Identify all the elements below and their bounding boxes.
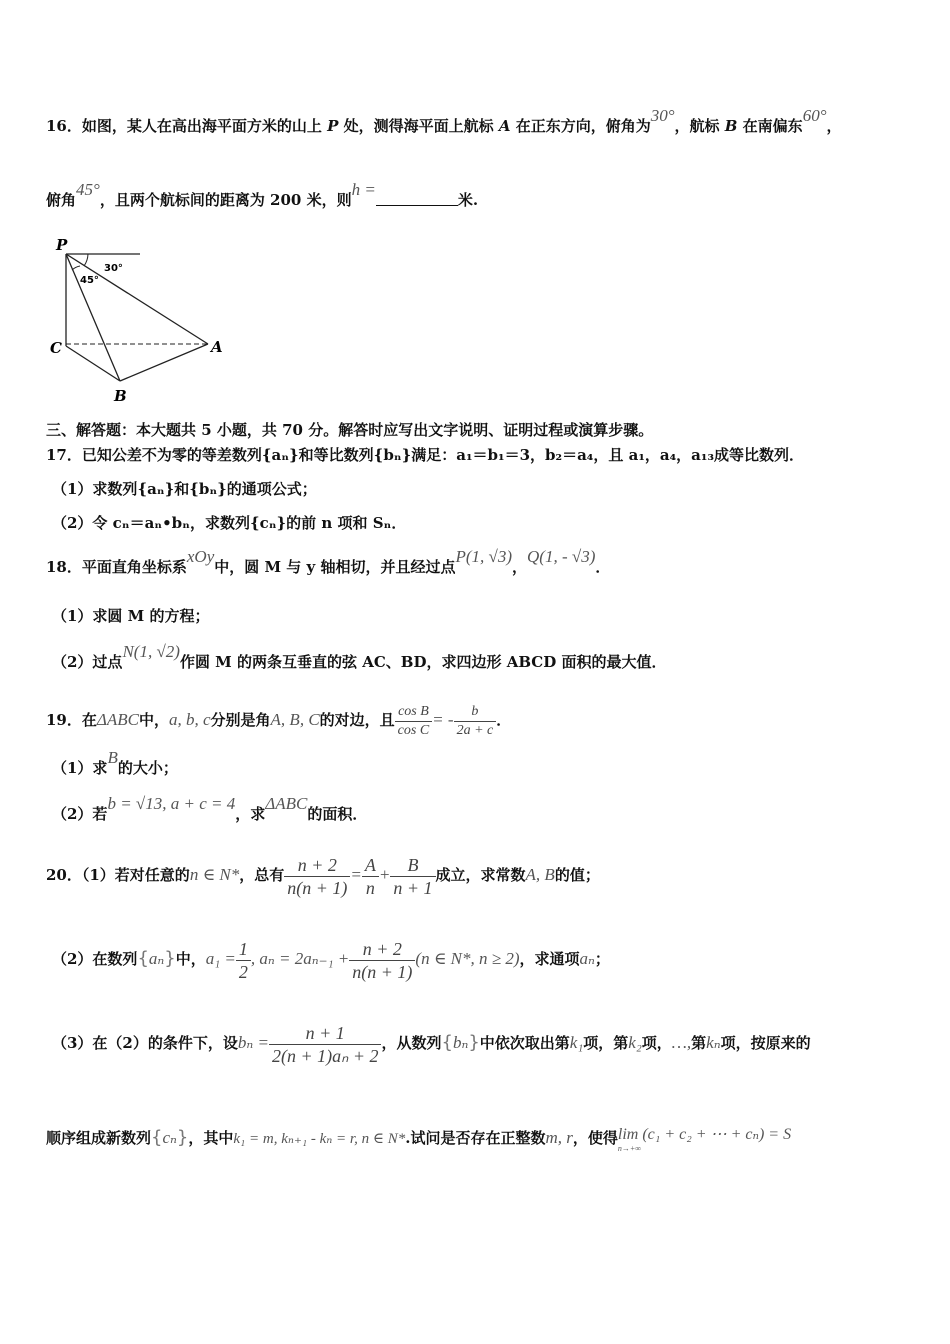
q20-text: ； xyxy=(594,950,610,968)
q20-k-condition: k₁ = m, kₙ₊₁ - kₙ = r, n ∈ N* xyxy=(233,1131,406,1147)
q20-text: 20．（1）若对任意的 xyxy=(46,866,190,884)
q19-text: （1）求 xyxy=(52,759,108,777)
fraction-denominator: cos C xyxy=(397,722,430,738)
fraction-numerator: A xyxy=(362,854,379,877)
q20-seq-c: cₙ xyxy=(162,1128,177,1147)
q20-limit xyxy=(618,1126,791,1153)
q20-part3-cont xyxy=(46,1118,791,1158)
q20-seq-a: aₙ xyxy=(148,949,165,968)
q17-part1: （1）求数列{aₙ}和{bₙ}的通项公式； xyxy=(52,480,317,498)
section3-heading: 三、解答题：本大题共 5 小题，共 70 分。解答时应写出文字说明、证明过程或演算步骤。 xyxy=(46,421,654,439)
q20-part3 xyxy=(52,1018,811,1068)
brace-open: { xyxy=(137,948,149,969)
q18-part2 xyxy=(52,642,667,672)
q18-xoy: xOy xyxy=(186,547,215,566)
q19-fraction-b xyxy=(454,703,497,740)
fraction-numerator: n + 2 xyxy=(349,938,415,961)
q20-seq-b: bₙ xyxy=(452,1033,469,1052)
q20-text: 中， xyxy=(175,950,206,968)
q20-fraction-a xyxy=(362,854,379,899)
fraction-numerator: n + 2 xyxy=(284,854,350,877)
q20-kn: kₙ xyxy=(706,1033,721,1052)
q20-text: 项，按原来的 xyxy=(720,1034,811,1052)
q19-text: ． xyxy=(496,711,512,729)
q19-text: 的大小； xyxy=(117,759,178,777)
q20-text: ，求通项 xyxy=(519,950,580,968)
q20-equals: = xyxy=(350,865,362,884)
brace-close: } xyxy=(468,1032,480,1053)
q20-part2 xyxy=(52,934,610,984)
q16-text: 米. xyxy=(457,191,479,209)
q18-text: （2）过点 xyxy=(52,653,123,671)
q18-point-n: N(1, √2) xyxy=(122,642,180,661)
fraction-denominator: n xyxy=(365,877,375,898)
q16-h-equals: h = xyxy=(351,180,376,199)
q20-fraction-bn xyxy=(269,1022,381,1067)
fraction-denominator: 2a + c xyxy=(456,722,494,738)
q18-text: 中，圆 M 与 y 轴相切，并且经过点 xyxy=(214,558,456,576)
q18-text: 18．平面直角坐标系 xyxy=(46,558,187,576)
q17-part2: （2）令 cₙ＝aₙ•bₙ，求数列{cₙ}的前 n 项和 Sₙ． xyxy=(52,514,407,532)
answer-blank[interactable] xyxy=(376,191,458,206)
q20-text: 成立，求常数 xyxy=(435,866,526,884)
brace-close: } xyxy=(164,948,176,969)
brace-open: { xyxy=(441,1032,453,1053)
q18-point-q: Q(1, - √3) xyxy=(527,547,596,566)
q19-part1 xyxy=(52,748,178,778)
fraction-numerator: b xyxy=(454,703,497,722)
label-a: A xyxy=(211,338,223,356)
q20-text: ，使得 xyxy=(572,1129,618,1147)
q16-angle-30: 30° xyxy=(650,106,675,125)
q19-text: 的对边，且 xyxy=(319,711,395,729)
q16-line2 xyxy=(46,180,479,210)
q16-text: 在南偏东 xyxy=(737,117,803,135)
q19-stem xyxy=(46,698,511,742)
label-p: P xyxy=(56,236,68,254)
label-c: C xyxy=(50,339,62,357)
q16-line1 xyxy=(46,106,842,136)
q19-text: 19．在 xyxy=(46,711,97,729)
q20-bn: bₙ = xyxy=(237,1033,270,1052)
fraction-denominator: 2 xyxy=(238,961,248,982)
fraction-denominator: n(n + 1) xyxy=(287,877,348,898)
q19-text: 分别是角 xyxy=(210,711,271,729)
q20-an: aₙ xyxy=(579,949,595,968)
fraction-denominator: 2(n + 1)aₙ + 2 xyxy=(272,1045,379,1066)
q20-text: 中依次取出第 xyxy=(479,1034,570,1052)
q16-text: 在正东方向，俯角为 xyxy=(510,117,651,135)
q16-text: 俯角 xyxy=(46,191,77,209)
label-angle-45: 45° xyxy=(80,275,99,286)
label-b: B xyxy=(114,387,127,405)
q18-text: ． xyxy=(595,558,611,576)
q20-fraction-main xyxy=(284,854,350,899)
q18-stem xyxy=(46,547,611,577)
q20-text: ，其中 xyxy=(188,1129,234,1147)
q20-recurrence: , aₙ = 2aₙ₋₁ + xyxy=(250,949,350,968)
q20-text: ，总有 xyxy=(239,866,285,884)
q18-text: 作圆 M 的两条互垂直的弦 AC、BD，求四边形 ABCD 面积的最大值． xyxy=(179,653,667,671)
label-angle-30: 30° xyxy=(104,263,123,274)
q20-n-in-n: n ∈ N* xyxy=(189,865,240,884)
fraction-numerator: n + 1 xyxy=(269,1022,381,1045)
geometry-figure xyxy=(44,232,244,410)
q16-text: 处，测得海平面上航标 xyxy=(338,117,499,135)
q19-text: ，求 xyxy=(235,805,266,823)
q16-text: ， xyxy=(826,117,842,135)
q20-k1: k₁ xyxy=(569,1033,584,1052)
q20-text: ，从数列 xyxy=(381,1034,442,1052)
q17-stem: 17．已知公差不为零的等差数列{aₙ}和等比数列{bₙ}满足：a₁＝b₁＝3，b₂＝a₄，且 a₁，a₄，a₁₃成等比数列． xyxy=(46,446,805,464)
q18-part1: （1）求圆 M 的方程； xyxy=(52,607,210,625)
q20-text: .试问是否存在正整数 xyxy=(405,1129,546,1147)
q20-text: 项，第 xyxy=(583,1034,629,1052)
q20-k2: k₂ xyxy=(628,1033,642,1052)
q19-condition: b = √13, a + c = 4 xyxy=(107,794,236,813)
brace-open: { xyxy=(151,1127,163,1148)
q20-dots: …, xyxy=(671,1033,692,1052)
q20-mr: m, r xyxy=(545,1128,573,1147)
q20-fraction-b xyxy=(390,854,435,899)
q19-fraction-cos xyxy=(395,703,433,740)
q19-equals: = - xyxy=(432,710,454,729)
q20-limit-expression: lim (c₁ + c₂ + ⋯ + cₙ) = S xyxy=(617,1125,792,1143)
q20-part1 xyxy=(46,850,600,900)
q20-a1: a₁ = xyxy=(205,949,236,968)
q20-text: 项， xyxy=(641,1034,672,1052)
segment-pa xyxy=(66,254,208,344)
q20-constants: A, B xyxy=(525,865,555,884)
angle-arc-30 xyxy=(84,254,88,266)
segment-ba xyxy=(120,344,208,381)
q20-text: 顺序组成新数列 xyxy=(46,1129,152,1147)
q16-text: 16．如图，某人在高出海平面方米的山上 xyxy=(46,117,328,135)
q19-angles: A, B, C xyxy=(270,710,320,729)
fraction-denominator: n + 1 xyxy=(393,877,433,898)
fraction-numerator: 1 xyxy=(236,938,251,961)
q16-angle-60: 60° xyxy=(802,106,827,125)
q20-text: 第 xyxy=(691,1034,707,1052)
q19-part2 xyxy=(52,794,368,824)
q20-limit-subscript: n→+∞ xyxy=(617,1143,641,1153)
fraction-numerator: B xyxy=(390,854,435,877)
q20-text: （2）在数列 xyxy=(52,950,138,968)
q16-angle-45: 45° xyxy=(76,180,100,199)
q19-triangle: ΔABC xyxy=(96,710,139,729)
q20-fraction-half xyxy=(236,938,251,983)
q18-point-p: P(1, √3) xyxy=(455,547,513,566)
q20-fraction-rec xyxy=(349,938,415,983)
brace-close: } xyxy=(176,1127,189,1148)
q16-point-p: P xyxy=(327,117,339,135)
q16-point-b: B xyxy=(724,117,738,135)
q19-text: （2）若 xyxy=(52,805,108,823)
q16-text: ，航标 xyxy=(674,117,725,135)
angle-arc-45 xyxy=(72,266,80,270)
fraction-denominator: n(n + 1) xyxy=(352,961,413,982)
fraction-numerator: cos B xyxy=(395,703,433,722)
q19-text: 中， xyxy=(138,711,169,729)
q20-plus: + xyxy=(378,865,391,884)
q18-text: ， xyxy=(512,558,528,576)
q20-text: （3）在（2）的条件下，设 xyxy=(52,1034,238,1052)
q20-text: 的值； xyxy=(554,866,600,884)
q16-point-a: A xyxy=(498,117,511,135)
q20-recurrence-condition: (n ∈ N*, n ≥ 2) xyxy=(415,949,520,968)
q19-angle-b: B xyxy=(107,748,118,767)
q19-text: 的面积． xyxy=(307,805,368,823)
q19-triangle: ΔABC xyxy=(265,794,308,813)
q19-sides: a, b, c xyxy=(168,710,211,729)
q16-text: ，且两个航标间的距离为 200 米，则 xyxy=(99,191,352,209)
